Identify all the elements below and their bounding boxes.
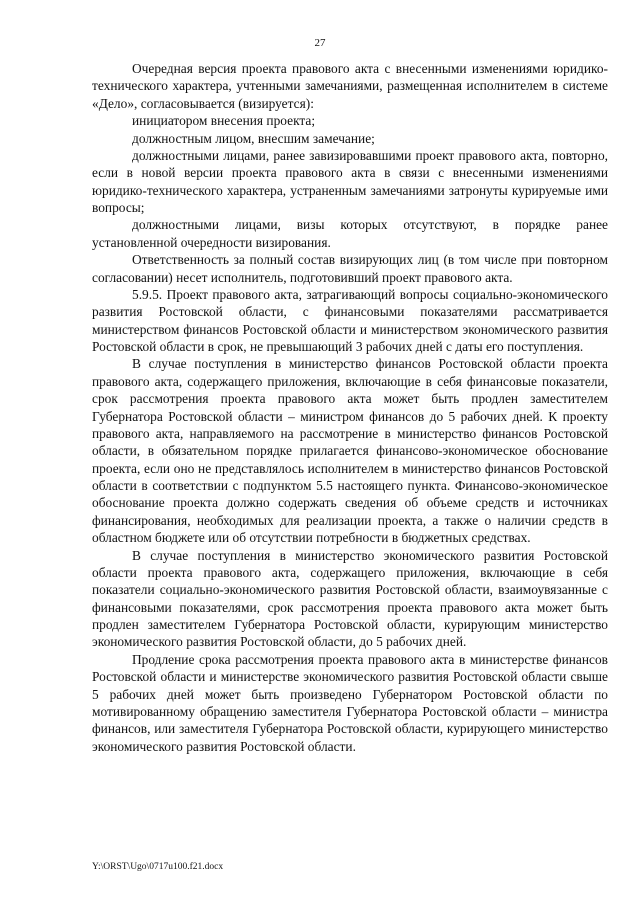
paragraph-commenter: должностным лицом, внесшим замечание; (132, 130, 375, 146)
paragraph-extension: Продление срока рассмотрения проекта правового акта в министерстве финансов Ростовской области и министерстве экономического развития Ростовской области свыше 5 рабочих дней может быть произведено Губернатором Ростовской области по мотивированному обращению заместителя Губернатора Ростовской области – министра финансов, или заместителя Губернатора Ростовской области, курирующего министерство экономического развития Ростовской области. (92, 651, 608, 754)
paragraph-missing-visas: должностными лицами, визы которых отсутствуют, в порядке ранее установленной очередности визирования. (92, 217, 608, 250)
footer-file-path: Y:\ORST\Ugo\0717u100.f21.docx (92, 862, 224, 872)
page-number: 27 (314, 37, 326, 49)
paragraph-revised-version: Очередная версия проекта правового акта с внесенными изменениями юридико-технического характера, учтенными замечаниями, размещенная исполнителем в системе «Дело», согласовывается (визируется): (92, 61, 608, 111)
paragraph-responsibility: Ответственность за полный состав визирующих лиц (в том числе при повторном согласовании) несет исполнитель, подготовивший проект правового акта. (92, 252, 608, 285)
paragraph-previous-approvers: должностными лицами, ранее завизировавшими проект правового акта, повторно, если в новой версии проекта правового акта в связи с внесенными изменениями юридико-технического характера, устраненным замечаниями затронуты курируемые ими вопросы; (92, 147, 608, 215)
paragraph-economy-ministry: В случае поступления в министерство экономического развития Ростовской области проекта правового акта, содержащего приложения, включающие в себя показатели социально-экономического развития Ростовской области, взаимоувязанные с финансовыми показателями, срок рассмотрения проекта правового акта может быть продлен заместителем Губернатора Ростовской области, курирующим министерство экономического развития Ростовской области, до 5 рабочих дней. (92, 547, 608, 650)
document-body (92, 60, 608, 755)
paragraph-initiator: инициатором внесения проекта; (132, 113, 316, 129)
paragraph-finance-ministry: В случае поступления в министерство финансов Ростовской области проекта правового акта, содержащего приложения, включающие в себя финансовые показатели, срок рассмотрения проекта правового акта может быть продлен заместителем Губернатора Ростовской области – министром финансов до 5 рабочих дней. К проекту правового акта, направляемого на рассмотрение в министерство финансов Ростовской области, в обязательном порядке прилагается финансово-экономическое обоснование проекта, если оно не представлялось исполнителем в министерство финансов Ростовской области в соответствии с подпунктом 5.5 настоящего пункта. Финансово-экономическое обоснование проекта должно содержать сведения об объеме средств и источниках финансирования, необходимых для реализации проекта, а также о наличии средств в областном бюджете или об отсутствии потребности в бюджетных средствах. (92, 356, 608, 546)
paragraph-5-9-5: 5.9.5. Проект правового акта, затрагивающий вопросы социально-экономического развития Ростовской области, с финансовыми показателями рассматривается министерством финансов Ростовской области и министерством экономического развития Ростовской области в срок, не превышающий 3 рабочих дней с даты его поступления. (92, 286, 608, 354)
